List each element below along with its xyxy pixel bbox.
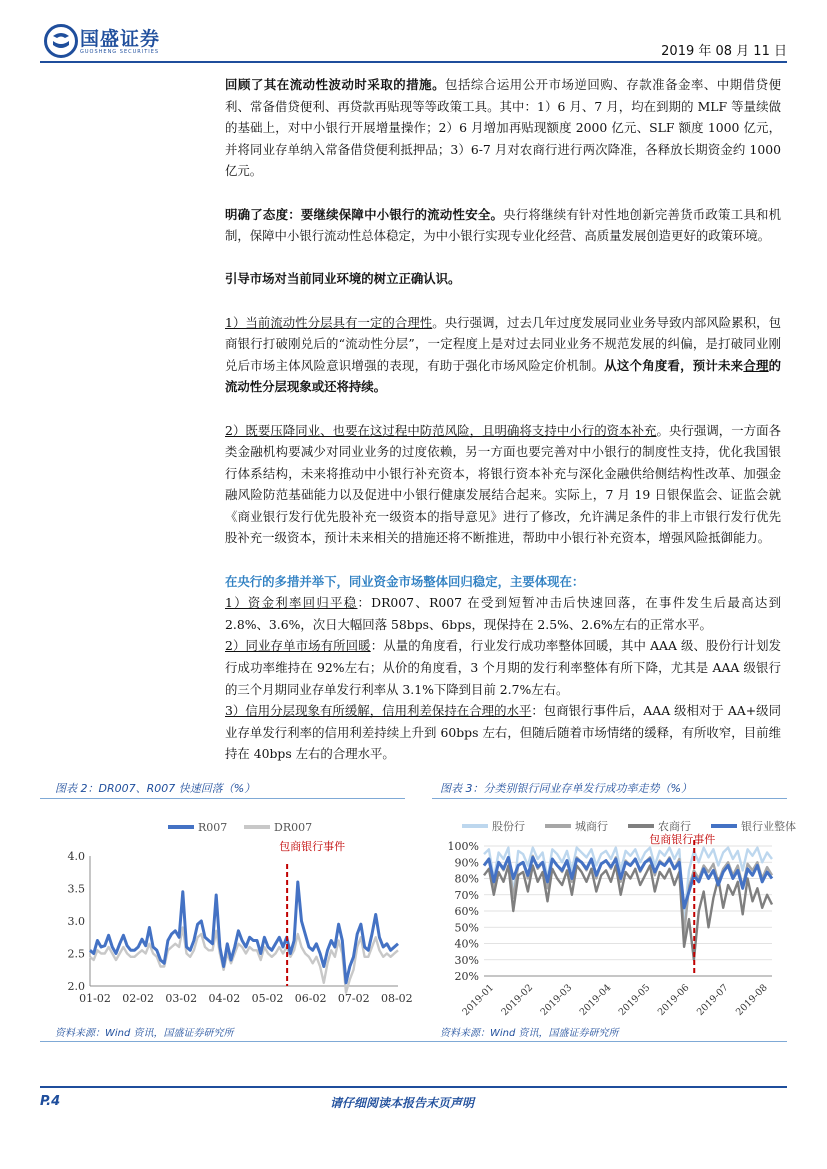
legend-label: 股份行: [492, 820, 525, 833]
chart-dr007-r007: [40, 802, 413, 1024]
logo-text: 国盛证券: [80, 28, 161, 50]
paragraph-attitude: [225, 204, 781, 247]
footer-divider: [40, 1086, 787, 1088]
figure-2-title: 图表 2：DR007、R007 快速回落（%）: [55, 782, 256, 795]
list-item-credit-spread: [225, 700, 781, 765]
chart-ncd-success-rate: [432, 802, 796, 1024]
paragraph-text: 央行将继续有针对性地创新完善货币政策工具和机制，保障中小银行流动性总体稳定，为中小银行实现专业化经营、高质量发展创造更好的政策环境。: [225, 206, 782, 244]
x-tick-label: 2019-02: [499, 982, 536, 1019]
x-tick-label: 02-02: [122, 992, 154, 1005]
bold-conclusion-end: 的流动性分层现象或还将持续。: [225, 357, 782, 395]
x-tick-label: 2019-04: [577, 982, 614, 1019]
x-tick-label: 07-02: [337, 992, 370, 1005]
paragraph-text: 。央行强调，过去几年过度发展同业业务导致内部风险累积，包商银行打破刚兑后的“流动性分层”，一定程度上是对过去同业业务不规范发展的纠偏，是打破同业刚兑后市场主体风险意识增强的表现，有助于强化市场风险定价机制。: [225, 314, 781, 373]
x-tick-label: 01-02: [79, 992, 111, 1005]
figure-3-source: 资料来源：Wind 资讯，国盛证券研究所: [440, 1028, 619, 1039]
y-tick-label: 3.5: [67, 882, 85, 896]
x-tick-label: 2019-03: [538, 982, 575, 1019]
x-tick-label: 2019-05: [616, 982, 653, 1019]
y-tick-label: 2.0: [67, 980, 85, 993]
paragraph-guidance-heading: 引导市场对当前同业环境的树立正确认识。: [225, 271, 461, 287]
y-tick-label: 50%: [454, 921, 479, 935]
list-item-rates: [225, 592, 781, 635]
y-tick-label: 80%: [454, 872, 479, 886]
legend-label: DR007: [274, 821, 313, 834]
event-annotation: 包商银行事件: [649, 833, 716, 846]
y-tick-label: 100%: [447, 840, 479, 853]
paragraph-text: 包括综合运用公开市场逆回购、存款准备金率、中期借贷便利、常备借贷便利、再贷款再贴现等等政策工具。其中：1）6 月、7 月，均在到期的 MLF 等量续做的基础上，对中小银行开展增量操作；2）6 月增加再贴现额度 2000 亿元、SLF 额度 1000 亿元，并将同业存单纳入常备借贷便利抵押品；3）6-7 月对农商行进行两次降准，各释放长期资金约 1000 亿元。: [225, 77, 782, 179]
x-tick-label: 2019-01: [460, 982, 497, 1019]
page-number: P.4: [40, 1094, 61, 1109]
paragraph-lead: 明确了态度：要继续保障中小银行的流动性安全。: [225, 206, 504, 222]
y-tick-label: 60%: [454, 905, 479, 918]
list-item-ncd: [225, 635, 781, 700]
x-tick-label: 2019-06: [655, 982, 692, 1019]
list-item-title: 2）同业存单市场有所回暖: [225, 638, 371, 654]
paragraph-capital-support: [225, 420, 781, 550]
paragraph-text: 。央行强调，一方面各类金融机构要减少对同业业务的过度依赖，另一方面也要完善对中小银行的制度性支持，优化我国银行体系结构，未来将推动中小银行补充资本，将银行资本补充与深化金融供给侧结构性改革、加强金融风险防范基础能力以及促进中小银行健康发展结合起来。实际上，7 月 19 日银保监会、证监会就《商业银行发行优先股补充一级资本的指导意见》进行了修改，允许满足条件的非上市银行发行优先股补充一级资本，预计未来相关的措施还将不断推进，帮助中小银行补充资本，增强风险抵御能力。: [225, 422, 782, 546]
x-tick-label: 05-02: [251, 992, 284, 1005]
figure-2-source: 资料来源：Wind 资讯，国盛证券研究所: [55, 1028, 234, 1039]
header-divider: [40, 61, 787, 63]
list-item-title: 3）信用分层现象有所缓解，信用利差保持在合理的水平: [225, 703, 532, 719]
event-annotation: 包商银行事件: [279, 840, 346, 853]
legend-label: 城商行: [575, 820, 608, 833]
list-item-text: ：DR007、R007 在受到短暂冲击后快速回落，在事件发生后最高达到 2.8%、3.6%，次日大幅回落 58bps、6bps，现保持在 2.5%、2.6%左右的正常水平。: [225, 595, 781, 632]
y-tick-label: 20%: [454, 970, 479, 983]
x-tick-label: 03-02: [165, 992, 198, 1005]
company-logo: [44, 22, 184, 66]
report-body: [225, 74, 781, 765]
y-tick-label: 2.5: [67, 947, 85, 961]
y-tick-label: 3.0: [67, 915, 85, 928]
x-tick-label: 2019-08: [734, 982, 770, 1019]
guosheng-logo-icon: [44, 24, 78, 58]
section-heading-stability: 在央行的多措并举下，同业资金市场整体回归稳定，主要体现在：: [225, 573, 585, 589]
underlined-point: 1）当前流动性分层具有一定的合理性: [225, 314, 433, 330]
x-tick-label: 06-02: [294, 992, 327, 1005]
y-tick-label: 40%: [454, 937, 479, 951]
legend-label: 银行业整体: [741, 820, 796, 833]
list-item-text: ：包商银行事件后，AAA 级相对于 AA+级同业存单发行利率的信用利差持续上升到 60bps 左右，但随后随着市场情绪的缓释，有所收窄，目前维持在 40bps 左右的合理水平。: [225, 703, 781, 762]
series-line-农商行: [484, 866, 772, 960]
list-item-title: 1）资金利率回归平稳: [225, 595, 358, 611]
source-divider: [40, 1041, 787, 1042]
series-line-股份行: [484, 848, 772, 920]
y-tick-label: 70%: [454, 888, 479, 902]
bold-conclusion: 从这个角度看，预计未来: [604, 357, 744, 373]
y-tick-label: 30%: [454, 953, 479, 967]
y-tick-label: 4.0: [67, 850, 85, 863]
bold-underlined-word: 合理: [743, 357, 769, 373]
x-tick-label: 04-02: [208, 992, 241, 1005]
figure-3-title: 图表 3：分类别银行同业存单发行成功率走势（%）: [440, 782, 692, 795]
legend-label: R007: [198, 821, 228, 834]
paragraph-measures: [225, 74, 781, 182]
underlined-point: 2）既要压降同业、也要在这过程中防范风险，且明确将支持中小行的资本补充: [225, 422, 657, 438]
logo-subtext: GUOSHENG SECURITIES: [80, 49, 160, 55]
y-tick-label: 90%: [454, 856, 479, 870]
figure-2-rule: [40, 798, 405, 799]
list-item-text: ：从量的角度看，行业发行成功率整体回暖，其中 AAA 级、股份行计划发行成功率维持在 92%左右；从价的角度看，3 个月期的发行利率整体有所下降，尤其是 AAA 级银行的三个月期同业存单发行利率从 3.1%下降到目前 2.7%左右。: [225, 638, 781, 697]
paragraph-liquidity-layering: [225, 312, 781, 398]
series-line-R007: [90, 882, 398, 983]
figure-3-rule: [432, 798, 787, 799]
footer-disclaimer: 请仔细阅读本报告末页声明: [330, 1096, 475, 1110]
report-date: 2019 年 08 月 11 日: [661, 44, 787, 59]
paragraph-lead: 回顾了其在流动性波动时采取的措施。: [225, 77, 446, 92]
x-tick-label: 2019-07: [694, 982, 731, 1019]
legend-label: 农商行: [658, 820, 691, 833]
figure-row: [40, 780, 796, 1042]
x-tick-label: 08-02: [380, 992, 413, 1005]
